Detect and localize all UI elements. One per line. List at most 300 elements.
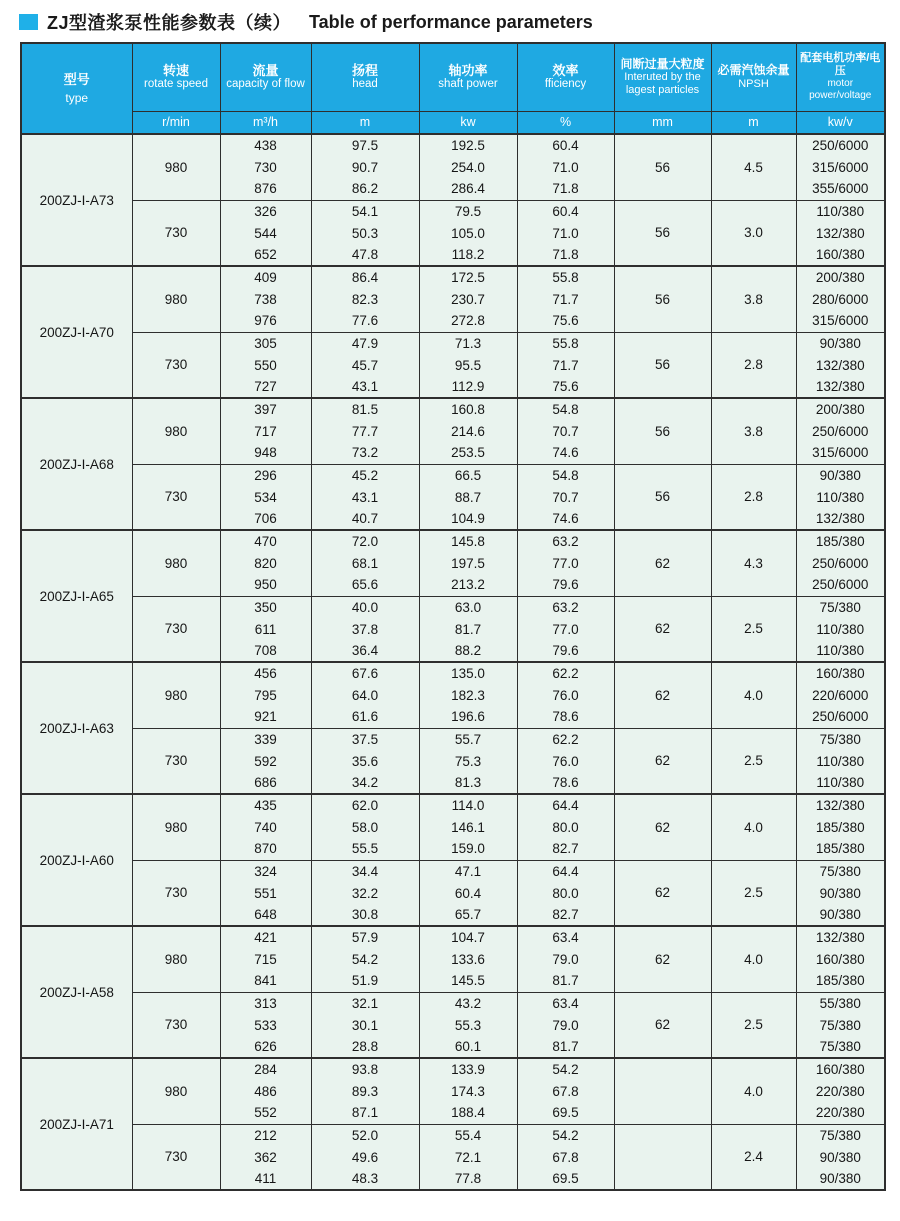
- npsh-cell: 2.5: [711, 728, 796, 794]
- flow-cell: 740: [220, 816, 311, 838]
- npsh-cell: 2.5: [711, 860, 796, 926]
- motor-cell: 315/6000: [796, 442, 885, 464]
- npsh-cell: 4.3: [711, 530, 796, 596]
- table-row: [21, 1058, 885, 1080]
- head-cell: 87.1: [311, 1102, 419, 1124]
- speed-cell: 980: [132, 398, 220, 464]
- particles-cell: 62: [614, 992, 711, 1058]
- particles-cell: 62: [614, 794, 711, 860]
- power-cell: 188.4: [419, 1102, 517, 1124]
- power-cell: 95.5: [419, 354, 517, 376]
- unit-cell-efficiency: %: [517, 111, 614, 134]
- head-cell: 51.9: [311, 970, 419, 992]
- flow-cell: 552: [220, 1102, 311, 1124]
- column-header-capacity-of-flow: 流量 capacity of flow: [220, 43, 311, 111]
- efficiency-cell: 64.4: [517, 794, 614, 816]
- motor-cell: 220/380: [796, 1102, 885, 1124]
- head-cell: 32.2: [311, 882, 419, 904]
- model-cell: 200ZJ-I-A58: [21, 926, 132, 1058]
- head-cell: 54.2: [311, 948, 419, 970]
- motor-cell: 110/380: [796, 772, 885, 794]
- table-row: [21, 332, 885, 354]
- table-row: [21, 992, 885, 1014]
- head-cell: 68.1: [311, 552, 419, 574]
- table-row: [21, 464, 885, 486]
- motor-cell: 75/380: [796, 1124, 885, 1146]
- power-cell: 133.6: [419, 948, 517, 970]
- power-cell: 174.3: [419, 1080, 517, 1102]
- efficiency-cell: 78.6: [517, 706, 614, 728]
- head-cell: 32.1: [311, 992, 419, 1014]
- flow-cell: 421: [220, 926, 311, 948]
- speed-cell: 980: [132, 794, 220, 860]
- efficiency-cell: 54.2: [517, 1124, 614, 1146]
- table-row: [21, 926, 885, 948]
- flow-cell: 715: [220, 948, 311, 970]
- model-cell: 200ZJ-I-A63: [21, 662, 132, 794]
- flow-cell: 648: [220, 904, 311, 926]
- motor-cell: 75/380: [796, 860, 885, 882]
- power-cell: 55.3: [419, 1014, 517, 1036]
- column-header-head: 扬程 head: [311, 43, 419, 111]
- power-cell: 88.2: [419, 640, 517, 662]
- efficiency-cell: 76.0: [517, 684, 614, 706]
- npsh-cell: 2.5: [711, 992, 796, 1058]
- motor-cell: 160/380: [796, 244, 885, 266]
- motor-cell: 220/380: [796, 1080, 885, 1102]
- efficiency-cell: 60.4: [517, 134, 614, 156]
- motor-cell: 132/380: [796, 508, 885, 530]
- column-header-particles: 间断过量大粒度 Interuted by the lagest particles: [614, 43, 711, 111]
- flow-cell: 551: [220, 882, 311, 904]
- head-cell: 55.5: [311, 838, 419, 860]
- particles-cell: 56: [614, 266, 711, 332]
- head-cell: 28.8: [311, 1036, 419, 1058]
- motor-cell: 132/380: [796, 794, 885, 816]
- table-row: [21, 530, 885, 552]
- particles-cell: 62: [614, 530, 711, 596]
- efficiency-cell: 54.2: [517, 1058, 614, 1080]
- head-cell: 54.1: [311, 200, 419, 222]
- head-cell: 45.7: [311, 354, 419, 376]
- head-cell: 47.9: [311, 332, 419, 354]
- flow-cell: 708: [220, 640, 311, 662]
- flow-cell: 626: [220, 1036, 311, 1058]
- motor-cell: 160/380: [796, 948, 885, 970]
- flow-cell: 841: [220, 970, 311, 992]
- column-header-efficiency: 效率 fficiency: [517, 43, 614, 111]
- motor-cell: 220/6000: [796, 684, 885, 706]
- power-cell: 55.4: [419, 1124, 517, 1146]
- npsh-cell: 4.0: [711, 662, 796, 728]
- power-cell: 213.2: [419, 574, 517, 596]
- speed-cell: 730: [132, 596, 220, 662]
- head-cell: 58.0: [311, 816, 419, 838]
- head-cell: 30.8: [311, 904, 419, 926]
- motor-cell: 110/380: [796, 486, 885, 508]
- npsh-cell: 2.4: [711, 1124, 796, 1190]
- efficiency-cell: 81.7: [517, 970, 614, 992]
- unit-cell-speed: r/min: [132, 111, 220, 134]
- power-cell: 253.5: [419, 442, 517, 464]
- particles-cell: 56: [614, 398, 711, 464]
- table-row: [21, 200, 885, 222]
- particles-cell: [614, 1058, 711, 1124]
- motor-cell: 55/380: [796, 992, 885, 1014]
- unit-cell-power: kw: [419, 111, 517, 134]
- head-cell: 77.6: [311, 310, 419, 332]
- head-cell: 49.6: [311, 1146, 419, 1168]
- npsh-cell: 3.8: [711, 398, 796, 464]
- power-cell: 104.9: [419, 508, 517, 530]
- power-cell: 145.5: [419, 970, 517, 992]
- head-cell: 34.2: [311, 772, 419, 794]
- table-row: [21, 728, 885, 750]
- motor-cell: 75/380: [796, 1014, 885, 1036]
- efficiency-cell: 82.7: [517, 904, 614, 926]
- power-cell: 71.3: [419, 332, 517, 354]
- speed-cell: 730: [132, 728, 220, 794]
- flow-cell: 795: [220, 684, 311, 706]
- column-header-type: [21, 43, 132, 134]
- efficiency-cell: 71.7: [517, 354, 614, 376]
- column-header-motor-power: 配套电机功率/电压 motor power/voltage: [796, 43, 885, 111]
- power-cell: 118.2: [419, 244, 517, 266]
- npsh-cell: 2.8: [711, 464, 796, 530]
- power-cell: 65.7: [419, 904, 517, 926]
- head-cell: 52.0: [311, 1124, 419, 1146]
- efficiency-cell: 69.5: [517, 1168, 614, 1190]
- efficiency-cell: 77.0: [517, 618, 614, 640]
- head-cell: 81.5: [311, 398, 419, 420]
- power-cell: 182.3: [419, 684, 517, 706]
- flow-cell: 550: [220, 354, 311, 376]
- head-cell: 34.4: [311, 860, 419, 882]
- efficiency-cell: 80.0: [517, 816, 614, 838]
- motor-cell: 132/380: [796, 926, 885, 948]
- power-cell: 172.5: [419, 266, 517, 288]
- power-cell: 43.2: [419, 992, 517, 1014]
- efficiency-cell: 64.4: [517, 860, 614, 882]
- flow-cell: 350: [220, 596, 311, 618]
- table-row: [21, 860, 885, 882]
- head-cell: 97.5: [311, 134, 419, 156]
- flow-cell: 339: [220, 728, 311, 750]
- speed-cell: 980: [132, 926, 220, 992]
- npsh-cell: 2.8: [711, 332, 796, 398]
- performance-table: [20, 42, 886, 1191]
- efficiency-cell: 80.0: [517, 882, 614, 904]
- particles-cell: 56: [614, 332, 711, 398]
- motor-cell: 185/380: [796, 838, 885, 860]
- page-title: [0, 0, 900, 42]
- flow-cell: 438: [220, 134, 311, 156]
- head-cell: 67.6: [311, 662, 419, 684]
- efficiency-cell: 69.5: [517, 1102, 614, 1124]
- flow-cell: 950: [220, 574, 311, 596]
- flow-cell: 313: [220, 992, 311, 1014]
- power-cell: 88.7: [419, 486, 517, 508]
- particles-cell: [614, 1124, 711, 1190]
- power-cell: 60.4: [419, 882, 517, 904]
- power-cell: 192.5: [419, 134, 517, 156]
- npsh-cell: 4.5: [711, 134, 796, 200]
- particles-cell: 62: [614, 662, 711, 728]
- head-cell: 37.8: [311, 618, 419, 640]
- motor-cell: 250/6000: [796, 134, 885, 156]
- power-cell: 81.7: [419, 618, 517, 640]
- flow-cell: 397: [220, 398, 311, 420]
- speed-cell: 730: [132, 1124, 220, 1190]
- power-cell: 145.8: [419, 530, 517, 552]
- power-cell: 75.3: [419, 750, 517, 772]
- efficiency-cell: 54.8: [517, 398, 614, 420]
- power-cell: 197.5: [419, 552, 517, 574]
- motor-cell: 110/380: [796, 618, 885, 640]
- motor-cell: 200/380: [796, 266, 885, 288]
- head-cell: 40.0: [311, 596, 419, 618]
- head-cell: 35.6: [311, 750, 419, 772]
- motor-cell: 75/380: [796, 1036, 885, 1058]
- efficiency-cell: 71.8: [517, 178, 614, 200]
- flow-cell: 324: [220, 860, 311, 882]
- flow-cell: 284: [220, 1058, 311, 1080]
- head-cell: 82.3: [311, 288, 419, 310]
- efficiency-cell: 78.6: [517, 772, 614, 794]
- motor-cell: 132/380: [796, 354, 885, 376]
- motor-cell: 280/6000: [796, 288, 885, 310]
- efficiency-cell: 79.0: [517, 948, 614, 970]
- flow-cell: 486: [220, 1080, 311, 1102]
- particles-cell: 56: [614, 200, 711, 266]
- efficiency-cell: 77.0: [517, 552, 614, 574]
- particles-cell: 62: [614, 860, 711, 926]
- efficiency-cell: 82.7: [517, 838, 614, 860]
- flow-cell: 592: [220, 750, 311, 772]
- flow-cell: 652: [220, 244, 311, 266]
- efficiency-cell: 70.7: [517, 486, 614, 508]
- head-cell: 89.3: [311, 1080, 419, 1102]
- motor-cell: 185/380: [796, 816, 885, 838]
- flow-cell: 544: [220, 222, 311, 244]
- head-cell: 86.4: [311, 266, 419, 288]
- motor-cell: 90/380: [796, 1146, 885, 1168]
- head-cell: 43.1: [311, 486, 419, 508]
- flow-cell: 411: [220, 1168, 311, 1190]
- power-cell: 112.9: [419, 376, 517, 398]
- flow-cell: 470: [220, 530, 311, 552]
- head-cell: 77.7: [311, 420, 419, 442]
- particles-cell: 56: [614, 464, 711, 530]
- head-cell: 50.3: [311, 222, 419, 244]
- flow-cell: 876: [220, 178, 311, 200]
- power-cell: 60.1: [419, 1036, 517, 1058]
- flow-cell: 820: [220, 552, 311, 574]
- power-cell: 159.0: [419, 838, 517, 860]
- head-cell: 45.2: [311, 464, 419, 486]
- flow-cell: 212: [220, 1124, 311, 1146]
- flow-cell: 717: [220, 420, 311, 442]
- flow-cell: 976: [220, 310, 311, 332]
- table-row: [21, 398, 885, 420]
- efficiency-cell: 74.6: [517, 442, 614, 464]
- flow-cell: 727: [220, 376, 311, 398]
- power-cell: 79.5: [419, 200, 517, 222]
- motor-cell: 90/380: [796, 1168, 885, 1190]
- speed-cell: 980: [132, 662, 220, 728]
- efficiency-cell: 76.0: [517, 750, 614, 772]
- efficiency-cell: 54.8: [517, 464, 614, 486]
- efficiency-cell: 62.2: [517, 728, 614, 750]
- motor-cell: 132/380: [796, 376, 885, 398]
- power-cell: 66.5: [419, 464, 517, 486]
- motor-cell: 110/380: [796, 640, 885, 662]
- particles-cell: 62: [614, 926, 711, 992]
- motor-cell: 110/380: [796, 750, 885, 772]
- head-cell: 86.2: [311, 178, 419, 200]
- unit-cell-head: m: [311, 111, 419, 134]
- efficiency-cell: 67.8: [517, 1080, 614, 1102]
- efficiency-cell: 75.6: [517, 376, 614, 398]
- flow-cell: 611: [220, 618, 311, 640]
- motor-cell: 90/380: [796, 904, 885, 926]
- efficiency-cell: 63.2: [517, 596, 614, 618]
- efficiency-cell: 79.6: [517, 574, 614, 596]
- model-cell: 200ZJ-I-A73: [21, 134, 132, 266]
- page-title-en: Table of performance parameters: [309, 11, 593, 32]
- flow-cell: 326: [220, 200, 311, 222]
- head-cell: 40.7: [311, 508, 419, 530]
- power-cell: 214.6: [419, 420, 517, 442]
- efficiency-cell: 60.4: [517, 200, 614, 222]
- motor-cell: 250/6000: [796, 552, 885, 574]
- npsh-cell: 3.0: [711, 200, 796, 266]
- power-cell: 135.0: [419, 662, 517, 684]
- npsh-cell: 2.5: [711, 596, 796, 662]
- efficiency-cell: 79.6: [517, 640, 614, 662]
- efficiency-cell: 63.2: [517, 530, 614, 552]
- flow-cell: 738: [220, 288, 311, 310]
- head-cell: 90.7: [311, 156, 419, 178]
- motor-cell: 315/6000: [796, 310, 885, 332]
- speed-cell: 730: [132, 464, 220, 530]
- motor-cell: 250/6000: [796, 574, 885, 596]
- flow-cell: 948: [220, 442, 311, 464]
- speed-cell: 730: [132, 860, 220, 926]
- flow-cell: 409: [220, 266, 311, 288]
- efficiency-cell: 79.0: [517, 1014, 614, 1036]
- table-row: [21, 1124, 885, 1146]
- power-cell: 230.7: [419, 288, 517, 310]
- npsh-cell: 4.0: [711, 794, 796, 860]
- efficiency-cell: 74.6: [517, 508, 614, 530]
- motor-cell: 185/380: [796, 530, 885, 552]
- flow-cell: 730: [220, 156, 311, 178]
- flow-cell: 362: [220, 1146, 311, 1168]
- npsh-cell: 4.0: [711, 926, 796, 992]
- speed-cell: 980: [132, 530, 220, 596]
- particles-cell: 62: [614, 728, 711, 794]
- motor-cell: 185/380: [796, 970, 885, 992]
- power-cell: 47.1: [419, 860, 517, 882]
- power-cell: 196.6: [419, 706, 517, 728]
- column-header-shaft-power: 轴功率 shaft power: [419, 43, 517, 111]
- flow-cell: 305: [220, 332, 311, 354]
- unit-cell-npsh: m: [711, 111, 796, 134]
- speed-cell: 730: [132, 992, 220, 1058]
- motor-cell: 132/380: [796, 222, 885, 244]
- efficiency-cell: 71.8: [517, 244, 614, 266]
- efficiency-cell: 55.8: [517, 332, 614, 354]
- power-cell: 72.1: [419, 1146, 517, 1168]
- flow-cell: 706: [220, 508, 311, 530]
- power-cell: 105.0: [419, 222, 517, 244]
- motor-cell: 110/380: [796, 200, 885, 222]
- efficiency-cell: 63.4: [517, 992, 614, 1014]
- head-cell: 43.1: [311, 376, 419, 398]
- power-cell: 77.8: [419, 1168, 517, 1190]
- efficiency-cell: 71.0: [517, 156, 614, 178]
- column-header-npsh: 必需汽蚀余量 NPSH: [711, 43, 796, 111]
- flow-cell: 456: [220, 662, 311, 684]
- page-title-zh: ZJ型渣浆泵性能参数表（续）: [47, 13, 292, 33]
- speed-cell: 980: [132, 134, 220, 200]
- motor-cell: 355/6000: [796, 178, 885, 200]
- head-cell: 57.9: [311, 926, 419, 948]
- speed-cell: 980: [132, 266, 220, 332]
- efficiency-cell: 75.6: [517, 310, 614, 332]
- head-cell: 47.8: [311, 244, 419, 266]
- motor-cell: 315/6000: [796, 156, 885, 178]
- efficiency-cell: 71.7: [517, 288, 614, 310]
- power-cell: 254.0: [419, 156, 517, 178]
- power-cell: 133.9: [419, 1058, 517, 1080]
- efficiency-cell: 71.0: [517, 222, 614, 244]
- flow-cell: 921: [220, 706, 311, 728]
- motor-cell: 90/380: [796, 332, 885, 354]
- efficiency-cell: 55.8: [517, 266, 614, 288]
- speed-cell: 980: [132, 1058, 220, 1124]
- table-row: [21, 794, 885, 816]
- unit-cell-motor: kw/v: [796, 111, 885, 134]
- head-cell: 65.6: [311, 574, 419, 596]
- head-cell: 30.1: [311, 1014, 419, 1036]
- power-cell: 146.1: [419, 816, 517, 838]
- power-cell: 55.7: [419, 728, 517, 750]
- head-cell: 72.0: [311, 530, 419, 552]
- efficiency-cell: 67.8: [517, 1146, 614, 1168]
- particles-cell: 62: [614, 596, 711, 662]
- column-header-type-zh: 型号: [63, 72, 90, 87]
- flow-cell: 534: [220, 486, 311, 508]
- column-header-rotate-speed: 转速 rotate speed: [132, 43, 220, 111]
- model-cell: 200ZJ-I-A70: [21, 266, 132, 398]
- table-row: [21, 266, 885, 288]
- power-cell: 286.4: [419, 178, 517, 200]
- head-cell: 93.8: [311, 1058, 419, 1080]
- power-cell: 81.3: [419, 772, 517, 794]
- table-row: [21, 134, 885, 156]
- flow-cell: 435: [220, 794, 311, 816]
- npsh-cell: 4.0: [711, 1058, 796, 1124]
- motor-cell: 250/6000: [796, 420, 885, 442]
- flow-cell: 870: [220, 838, 311, 860]
- motor-cell: 75/380: [796, 728, 885, 750]
- particles-cell: 56: [614, 134, 711, 200]
- efficiency-cell: 81.7: [517, 1036, 614, 1058]
- head-cell: 64.0: [311, 684, 419, 706]
- speed-cell: 730: [132, 200, 220, 266]
